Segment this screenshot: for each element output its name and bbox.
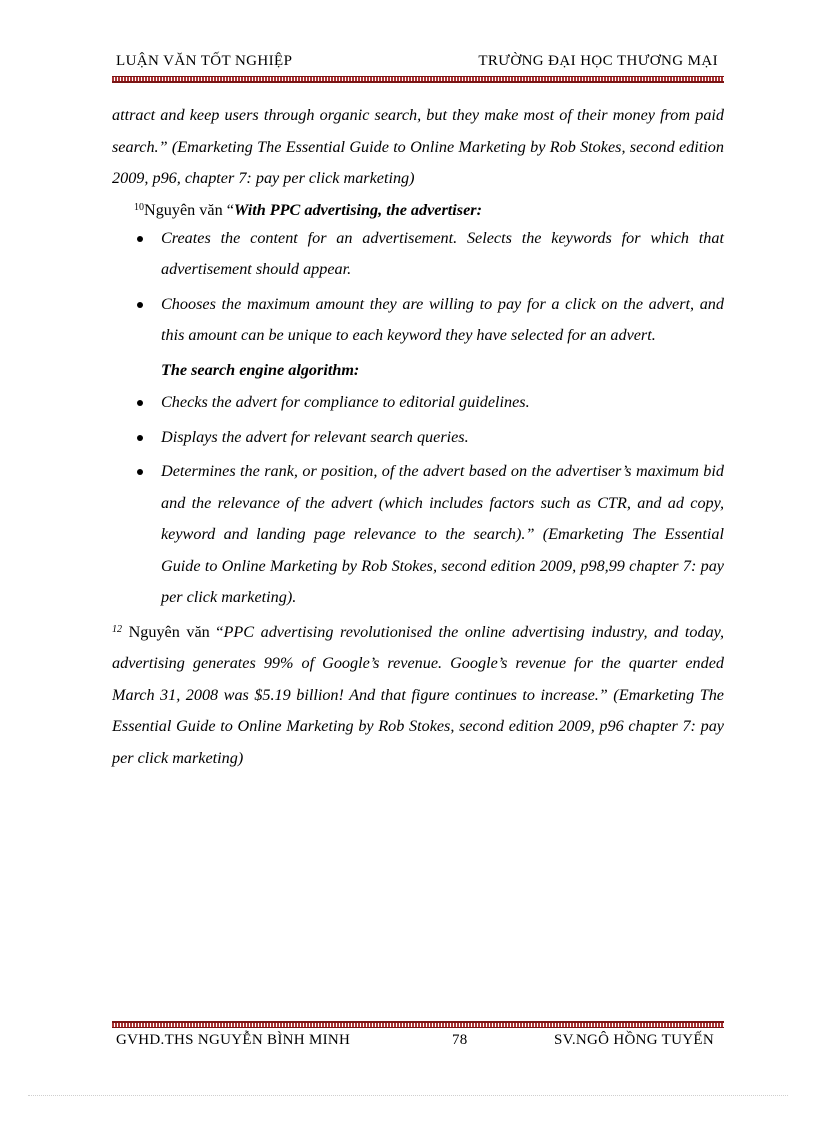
footnote-10-heading: [112, 197, 724, 223]
footer-rule: [112, 1021, 724, 1028]
footnote-12-paragraph: [112, 617, 724, 775]
bullet-icon: [137, 236, 143, 242]
bullet-text: Creates the content for an advertisement. Selects the keywords for which that advertisement should appear.: [161, 228, 724, 278]
algorithm-bullet-list: [112, 387, 724, 614]
intro-citation: (Emarketing The Essential Guide to Online Marketing by Rob Stokes, second edition 2009, p96, chapter 7: pay per click marketing): [112, 137, 724, 187]
list-item: [112, 387, 724, 419]
advertiser-bullet-list: [112, 223, 724, 352]
advertiser-heading: With PPC advertising, the advertiser:: [233, 200, 482, 219]
page-footer: [112, 1030, 724, 1054]
bullet-text: Determines the rank, or position, of the advert based on the advertiser’s maximum bid and the relevance of the advert (which includes factors such as CTR, and ad copy, keyword and landing page relevance to the search).” (Emarketing The Essential Guide to Online Marketing by Rob Stokes, second edition 2009, p98,99 chapter 7: pay per click marketing).: [161, 462, 724, 606]
bullet-text: Displays the advert for relevant search queries.: [161, 427, 469, 446]
list-item: [112, 422, 724, 454]
intro-quote: attract and keep users through organic search, but they make most of their money from paid search.”: [112, 106, 724, 156]
footnote-10-marker: 10: [134, 201, 144, 213]
bullet-icon: [137, 302, 143, 308]
bullet-icon: [137, 400, 143, 406]
page-number: 78: [452, 1032, 468, 1048]
page-header: [112, 50, 724, 74]
list-item: [112, 456, 724, 614]
header-rule: [112, 76, 724, 83]
footnote-12-text: PPC advertising revolutionised the online advertising industry, and today, advertising generates 99% of Google’s revenue. Google’s revenue for the quarter ended March 31, 2008 was $5.19 billion! And that figure continues to increase.” (Emarketing The Essential Guide to Online Marketing by Rob Stokes, second edition 2009, p96 chapter 7: pay per click marketing): [112, 622, 725, 767]
footer-advisor: GVHD.THS NGUYỄN BÌNH MINH: [116, 1032, 351, 1048]
intro-paragraph: [112, 100, 724, 195]
header-thesis-title: LUẬN VĂN TỐT NGHIỆP: [116, 53, 293, 69]
footnote-12-lead: Nguyên văn “: [128, 622, 224, 641]
list-item: [112, 289, 724, 352]
bullet-text: Checks the advert for compliance to editorial guidelines.: [161, 393, 530, 411]
footnote-12-marker: 12: [112, 623, 122, 635]
header-university: TRƯỜNG ĐẠI HỌC THƯƠNG MẠI: [478, 53, 718, 69]
list-item: [112, 223, 724, 286]
bullet-icon: [137, 435, 143, 441]
bullet-text: Chooses the maximum amount they are willing to pay for a click on the advert, and this amount can be unique to each keyword they have selected for an advert.: [161, 294, 724, 344]
page-bottom-edge: [28, 1095, 788, 1096]
bullet-icon: [137, 469, 143, 475]
page-body: [112, 100, 724, 774]
footnote-10-lead: Nguyên văn “: [144, 200, 234, 219]
footer-student: SV.NGÔ HỒNG TUYẾN: [554, 1032, 714, 1048]
algorithm-heading: The search engine algorithm:: [161, 360, 360, 379]
